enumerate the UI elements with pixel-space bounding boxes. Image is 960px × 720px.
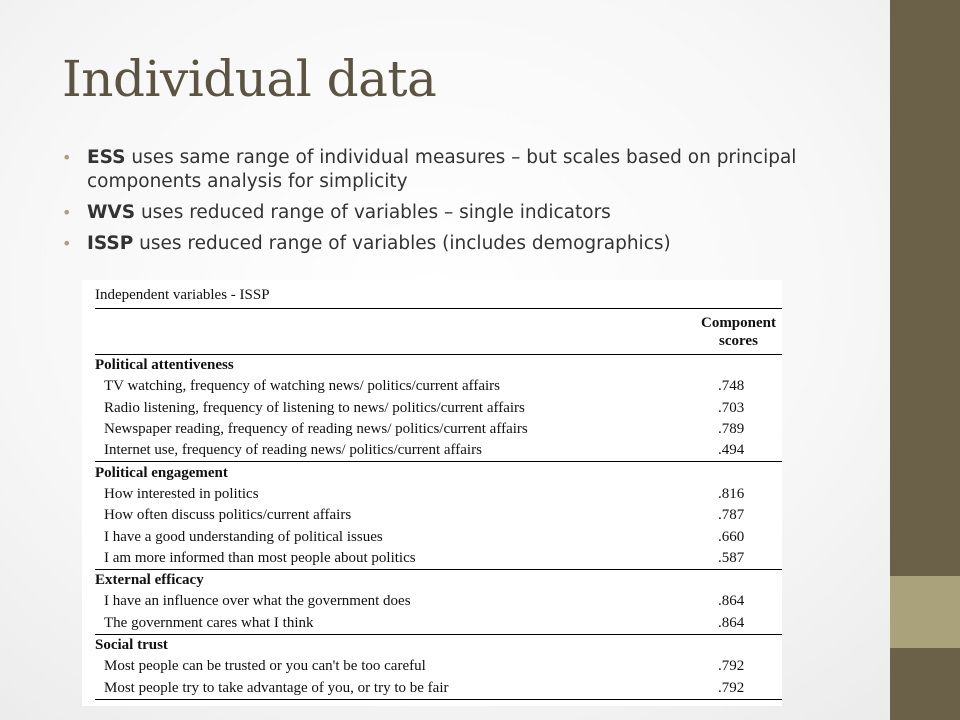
- bullet-issp-keyword: ISSP: [87, 233, 134, 254]
- bullet-issp-text: uses reduced range of variables (includes demographics): [133, 233, 671, 254]
- row-score: .787: [718, 507, 745, 524]
- slide-title: Individual data: [62, 50, 437, 108]
- table-row: [95, 591, 782, 612]
- row-score: .587: [718, 549, 745, 566]
- bullet-issp: [62, 232, 822, 256]
- row-label: I am more informed than most people about politics: [104, 549, 416, 566]
- table-row: [95, 398, 782, 419]
- row-label: Newspaper reading, frequency of reading news/ politics/current affairs: [104, 421, 528, 438]
- variables-table: [95, 308, 782, 700]
- bullet-wvs: [62, 201, 822, 225]
- table-caption: Independent variables - ISSP: [95, 287, 270, 303]
- row-label: How interested in politics: [104, 485, 259, 502]
- row-label: Internet use, frequency of reading news/ politics/current affairs: [104, 442, 482, 459]
- table-row: [95, 677, 782, 699]
- group-row: [95, 569, 782, 591]
- table-row: [95, 419, 782, 440]
- bullet-ess: [62, 146, 822, 194]
- group-row: [95, 462, 782, 484]
- table-row: [95, 505, 782, 526]
- row-score: .792: [695, 677, 782, 699]
- group-name: External efficacy: [95, 569, 695, 591]
- row-label: TV watching, frequency of watching news/ politics/current affairs: [104, 378, 500, 395]
- bullet-icon: •: [62, 203, 72, 222]
- group-row: [95, 355, 782, 377]
- row-score: .864: [718, 593, 745, 610]
- bullet-ess-text: uses same range of individual measures – but scales based on principal components analysis for simplicity: [87, 147, 797, 192]
- row-score: .703: [718, 399, 745, 416]
- score-header-line2: scores: [719, 333, 758, 349]
- score-header-line1: Component: [700, 315, 776, 331]
- row-label: I have an influence over what the government does: [104, 593, 411, 610]
- table-row: [95, 376, 782, 397]
- table-row: [95, 613, 782, 635]
- bullet-icon: •: [62, 234, 72, 253]
- issp-table-figure: [82, 280, 782, 706]
- row-label: Radio listening, frequency of listening to news/ politics/current affairs: [104, 399, 525, 416]
- bullet-ess-keyword: ESS: [87, 147, 126, 168]
- group-row: [95, 634, 782, 656]
- label-column-header: [95, 309, 695, 355]
- group-name: Social trust: [95, 634, 695, 656]
- group-name: Political attentiveness: [95, 357, 234, 374]
- bullet-icon: •: [62, 148, 72, 167]
- table-row: [95, 440, 782, 462]
- row-score: .792: [718, 658, 745, 675]
- row-score: .864: [718, 614, 745, 631]
- row-score: .660: [718, 528, 745, 545]
- sidebar-band-bottom: [890, 648, 960, 720]
- sidebar-band-middle: [890, 576, 960, 648]
- bullet-wvs-keyword: WVS: [87, 202, 136, 223]
- table-row: [95, 526, 782, 547]
- score-column-header: [695, 309, 782, 355]
- bullet-wvs-text: uses reduced range of variables – single indicators: [135, 202, 611, 223]
- row-score: .789: [718, 421, 745, 438]
- group-name: Political engagement: [95, 462, 695, 484]
- row-score: .748: [718, 378, 745, 395]
- row-score: .494: [718, 442, 745, 459]
- sidebar-band-top: [890, 0, 960, 576]
- row-label: Most people try to take advantage of you, or try to be fair: [95, 677, 695, 699]
- table-row: [95, 548, 782, 570]
- row-label: The government cares what I think: [104, 614, 314, 631]
- row-score: .816: [718, 485, 745, 502]
- bullet-list: [62, 146, 822, 263]
- row-label: Most people can be trusted or you can't be too careful: [104, 658, 426, 675]
- row-label: I have a good understanding of political issues: [104, 528, 383, 545]
- row-label: How often discuss politics/current affairs: [104, 507, 352, 524]
- table-row: [95, 484, 782, 505]
- table-row: [95, 656, 782, 677]
